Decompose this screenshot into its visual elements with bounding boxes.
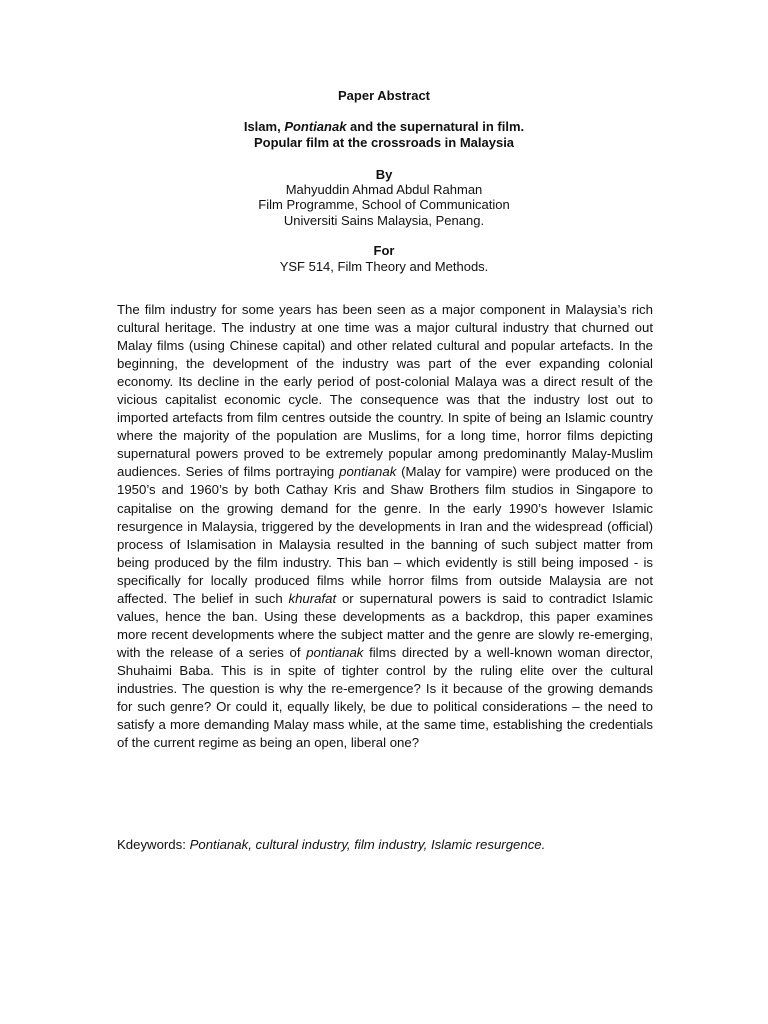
- author-name: Mahyuddin Ahmad Abdul Rahman: [285, 182, 483, 197]
- title-italic: Pontianak: [284, 119, 347, 134]
- paper-subtitle: Popular film at the crossroads in Malaysia: [253, 135, 515, 150]
- author-institution: Universiti Sains Malaysia, Penang.: [283, 213, 485, 228]
- abstract-segment: films directed by a well-known woman director, Shuhaimi Baba. This is in spite of tighter control by the ruling elite over the cultural industries. The question is why the re-emergence? Is it because of the growing demands for such genre? Or could it, equally likely, be due to political considerations – the need to satisfy a more demanding Malay mass while, at the same time, establishing the credentials of the current regime as being an open, liberal one?: [117, 644, 653, 751]
- paper-title: [0, 118, 768, 135]
- abstract-italic-term: khurafat: [288, 590, 337, 606]
- abstract-italic-term: pontianak: [306, 644, 364, 660]
- course-name: YSF 514, Film Theory and Methods.: [279, 259, 489, 274]
- title-part2: and the supernatural in film.: [346, 119, 525, 134]
- keywords-line: [117, 836, 677, 854]
- keywords-label: Kdeywords:: [117, 837, 190, 852]
- abstract-segment: or supernatural powers is said to contradict Islamic values, hence the ban. Using these developments as a backdrop, this paper examines more recent developments where the subject matter and the genre are slowly re-emerging, with the release of a series of: [117, 590, 653, 660]
- title-part1: Islam,: [243, 119, 285, 134]
- abstract-paragraph: [117, 301, 653, 752]
- author-department: Film Programme, School of Communication: [258, 197, 510, 212]
- keywords-terms: Pontianak, cultural industry, film industry, Islamic resurgence.: [189, 837, 546, 852]
- by-label: By: [375, 167, 393, 182]
- abstract-segment: The film industry for some years has been seen as a major component in Malaysia’s rich cultural heritage. The industry at one time was a major cultural industry that churned out Malay films (using Chinese capital) and other related cultural and popular artefacts. In the beginning, the development of the industry was part of the ever expanding colonial economy. Its decline in the early period of post-colonial Malaya was a direct result of the vicious capitalist economic cycle. The consequence was that the industry lost out to imported artefacts from film centres outside the country. In spite of being an Islamic country where the majority of the population are Muslims, for a long time, horror films depicting supernatural powers proved to be extremely popular among predominantly Malay-Muslim audiences. Series of films portraying: [117, 302, 653, 480]
- for-label: For: [373, 243, 395, 258]
- paper-abstract-label: Paper Abstract: [338, 88, 430, 103]
- abstract-italic-term: pontianak: [339, 464, 397, 480]
- abstract-segment: (Malay for vampire) were produced on the 1950’s and 1960’s by both Cathay Kris and Shaw Brothers film studios in Singapore to capitalise on the growing demand for the genre. In the early 1990’s however Islamic resurgence in Malaysia, triggered by the developments in Iran and the widespread (official) process of Islamisation in Malaysia resulted in the banning of such subject matter from being produced by the film industry. This ban – which evidently is still being imposed - is specifically for locally produced films while horror films from outside Malaysia are not affected. The belief in such: [117, 464, 654, 606]
